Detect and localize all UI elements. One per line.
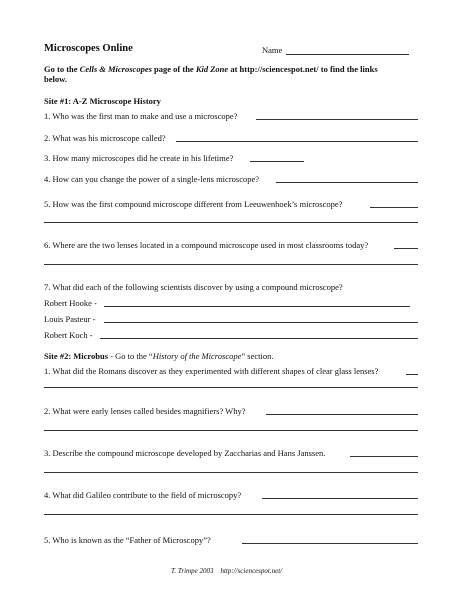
answer-line[interactable] bbox=[44, 472, 418, 473]
answer-line[interactable] bbox=[242, 543, 418, 544]
site2-question-3: 3. Describe the compound microscope developed by Zaccharias and Hans Janssen. bbox=[44, 448, 326, 458]
answer-line[interactable] bbox=[276, 182, 418, 183]
footer bbox=[171, 567, 282, 575]
site1-heading: Site #1: A-Z Microscope History bbox=[44, 96, 161, 106]
answer-line[interactable] bbox=[266, 414, 418, 415]
name-label: Name bbox=[262, 45, 283, 55]
scientist-pasteur: Louis Pasteur - bbox=[44, 314, 96, 324]
answer-line[interactable] bbox=[350, 456, 418, 457]
site1-question-3: 3. How many microscopes did he create in his lifetime? bbox=[44, 153, 234, 163]
answer-line[interactable] bbox=[44, 514, 418, 515]
site2-question-4: 4. What did Galileo contribute to the field of microscopy? bbox=[44, 490, 242, 500]
site1-question-4: 4. How can you change the power of a single-lens microscope? bbox=[44, 174, 260, 184]
site1-question-2: 2. What was his microscope called? bbox=[44, 133, 166, 143]
instructions-line2: below. bbox=[44, 74, 67, 84]
cells-microscopes-page: Cells & Microscopes bbox=[79, 64, 152, 74]
answer-line[interactable] bbox=[44, 264, 418, 265]
scientist-hooke: Robert Hooke - bbox=[44, 298, 97, 308]
answer-line[interactable] bbox=[256, 119, 418, 120]
name-field-line[interactable] bbox=[286, 54, 409, 55]
site1-question-6: 6. Where are the two lenses located in a compound microscope used in most classrooms today? bbox=[44, 240, 369, 250]
answer-line[interactable] bbox=[104, 322, 418, 323]
answer-line[interactable] bbox=[176, 141, 418, 142]
site2-question-2: 2. What were early lenses called besides magnifiers? Why? bbox=[44, 406, 246, 416]
footer-url: http://sciencespot.net/ bbox=[220, 567, 283, 575]
answer-line[interactable] bbox=[44, 222, 418, 223]
page-title: Microscopes Online bbox=[44, 43, 133, 54]
answer-line[interactable] bbox=[44, 387, 418, 388]
site1-question-7: 7. What did each of the following scientists discover by using a compound microscope? bbox=[44, 282, 343, 292]
answer-line[interactable] bbox=[370, 207, 418, 208]
answer-line[interactable] bbox=[406, 374, 418, 375]
instructions: Go to the Cells & Microscopes page of the Kid Zone at http://sciencespot.net/ to find the links bbox=[44, 64, 378, 74]
answer-line[interactable] bbox=[250, 161, 304, 162]
answer-line[interactable] bbox=[104, 306, 410, 307]
kid-zone: Kid Zone bbox=[195, 64, 229, 74]
site2-heading: Site #2: Microbus - Go to the “History of the Microscope” section. bbox=[44, 351, 274, 361]
site2-question-1: 1. What did the Romans discover as they experimented with different shapes of clear glass lenses? bbox=[44, 366, 379, 376]
site1-question-1: 1. Who was the first man to make and use a microscope? bbox=[44, 111, 238, 121]
site2-question-5: 5. Who is known as the “Father of Microscopy”? bbox=[44, 535, 211, 545]
answer-line[interactable] bbox=[44, 430, 418, 431]
site1-question-5: 5. How was the first compound microscope different from Leeuwenhoek’s microscope? bbox=[44, 199, 343, 209]
footer-author: T. Trimpe 2003 bbox=[171, 567, 214, 575]
answer-line[interactable] bbox=[262, 498, 418, 499]
answer-line[interactable] bbox=[394, 248, 418, 249]
scientist-koch: Robert Koch - bbox=[44, 330, 93, 340]
answer-line[interactable] bbox=[100, 338, 418, 339]
